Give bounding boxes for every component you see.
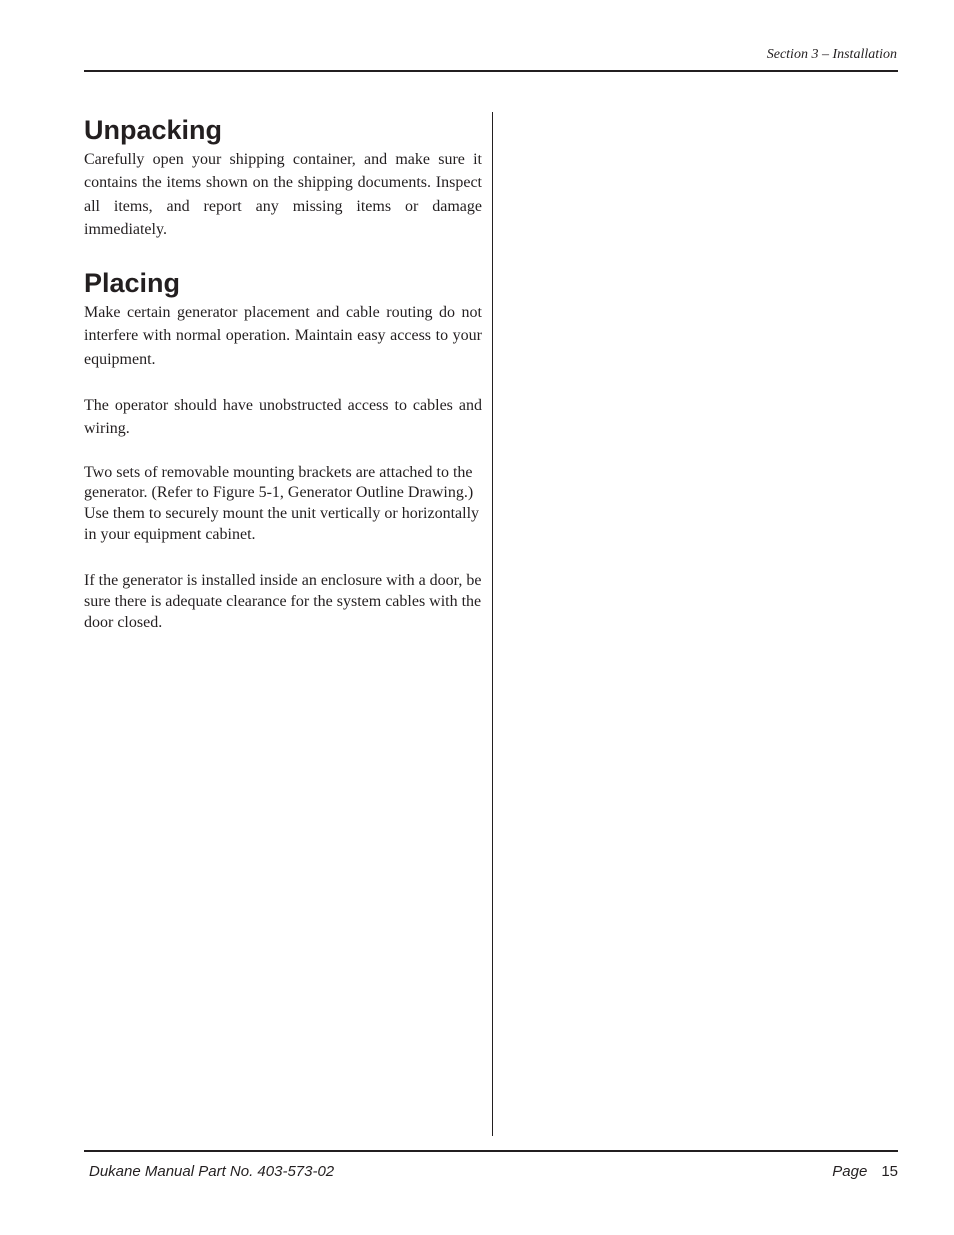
placing-paragraph-3: Two sets of removable mounting brackets are attached to the generator. (Refer to Figure 5-1, Generator Outline Drawing.) Use them to securely mount the unit vertically or horizontally in your equipment cabinet. <box>84 463 480 543</box>
placing-heading: Placing <box>84 268 181 299</box>
unpacking-paragraph: Carefully open your shipping container, and make sure it contains the items shown on the shipping documents. Inspect all items, and report any missing items or damage immediately. <box>84 151 482 238</box>
footer-manual-part: Dukane Manual Part No. 403-573-02 <box>89 1163 335 1180</box>
footer-page-number: 15 <box>881 1163 898 1180</box>
header-rule <box>84 70 898 72</box>
footer-page-label: Page <box>832 1163 868 1180</box>
footer-page <box>832 1163 898 1180</box>
running-header: Section 3 – Installation <box>766 47 897 62</box>
placing-paragraph-1: Make certain generator placement and cable routing do not interfere with normal operation. Maintain easy access to your equipment. <box>84 304 482 368</box>
placing-paragraph-2: The operator should have unobstructed access to cables and wiring. <box>84 397 482 438</box>
left-column <box>84 112 482 634</box>
unpacking-heading: Unpacking <box>84 115 223 145</box>
placing-paragraph-4: If the generator is installed inside an enclosure with a door, be sure there is adequate clearance for the system cables with the door closed. <box>84 572 482 631</box>
footer-rule <box>84 1150 898 1152</box>
column-divider <box>492 112 493 1136</box>
